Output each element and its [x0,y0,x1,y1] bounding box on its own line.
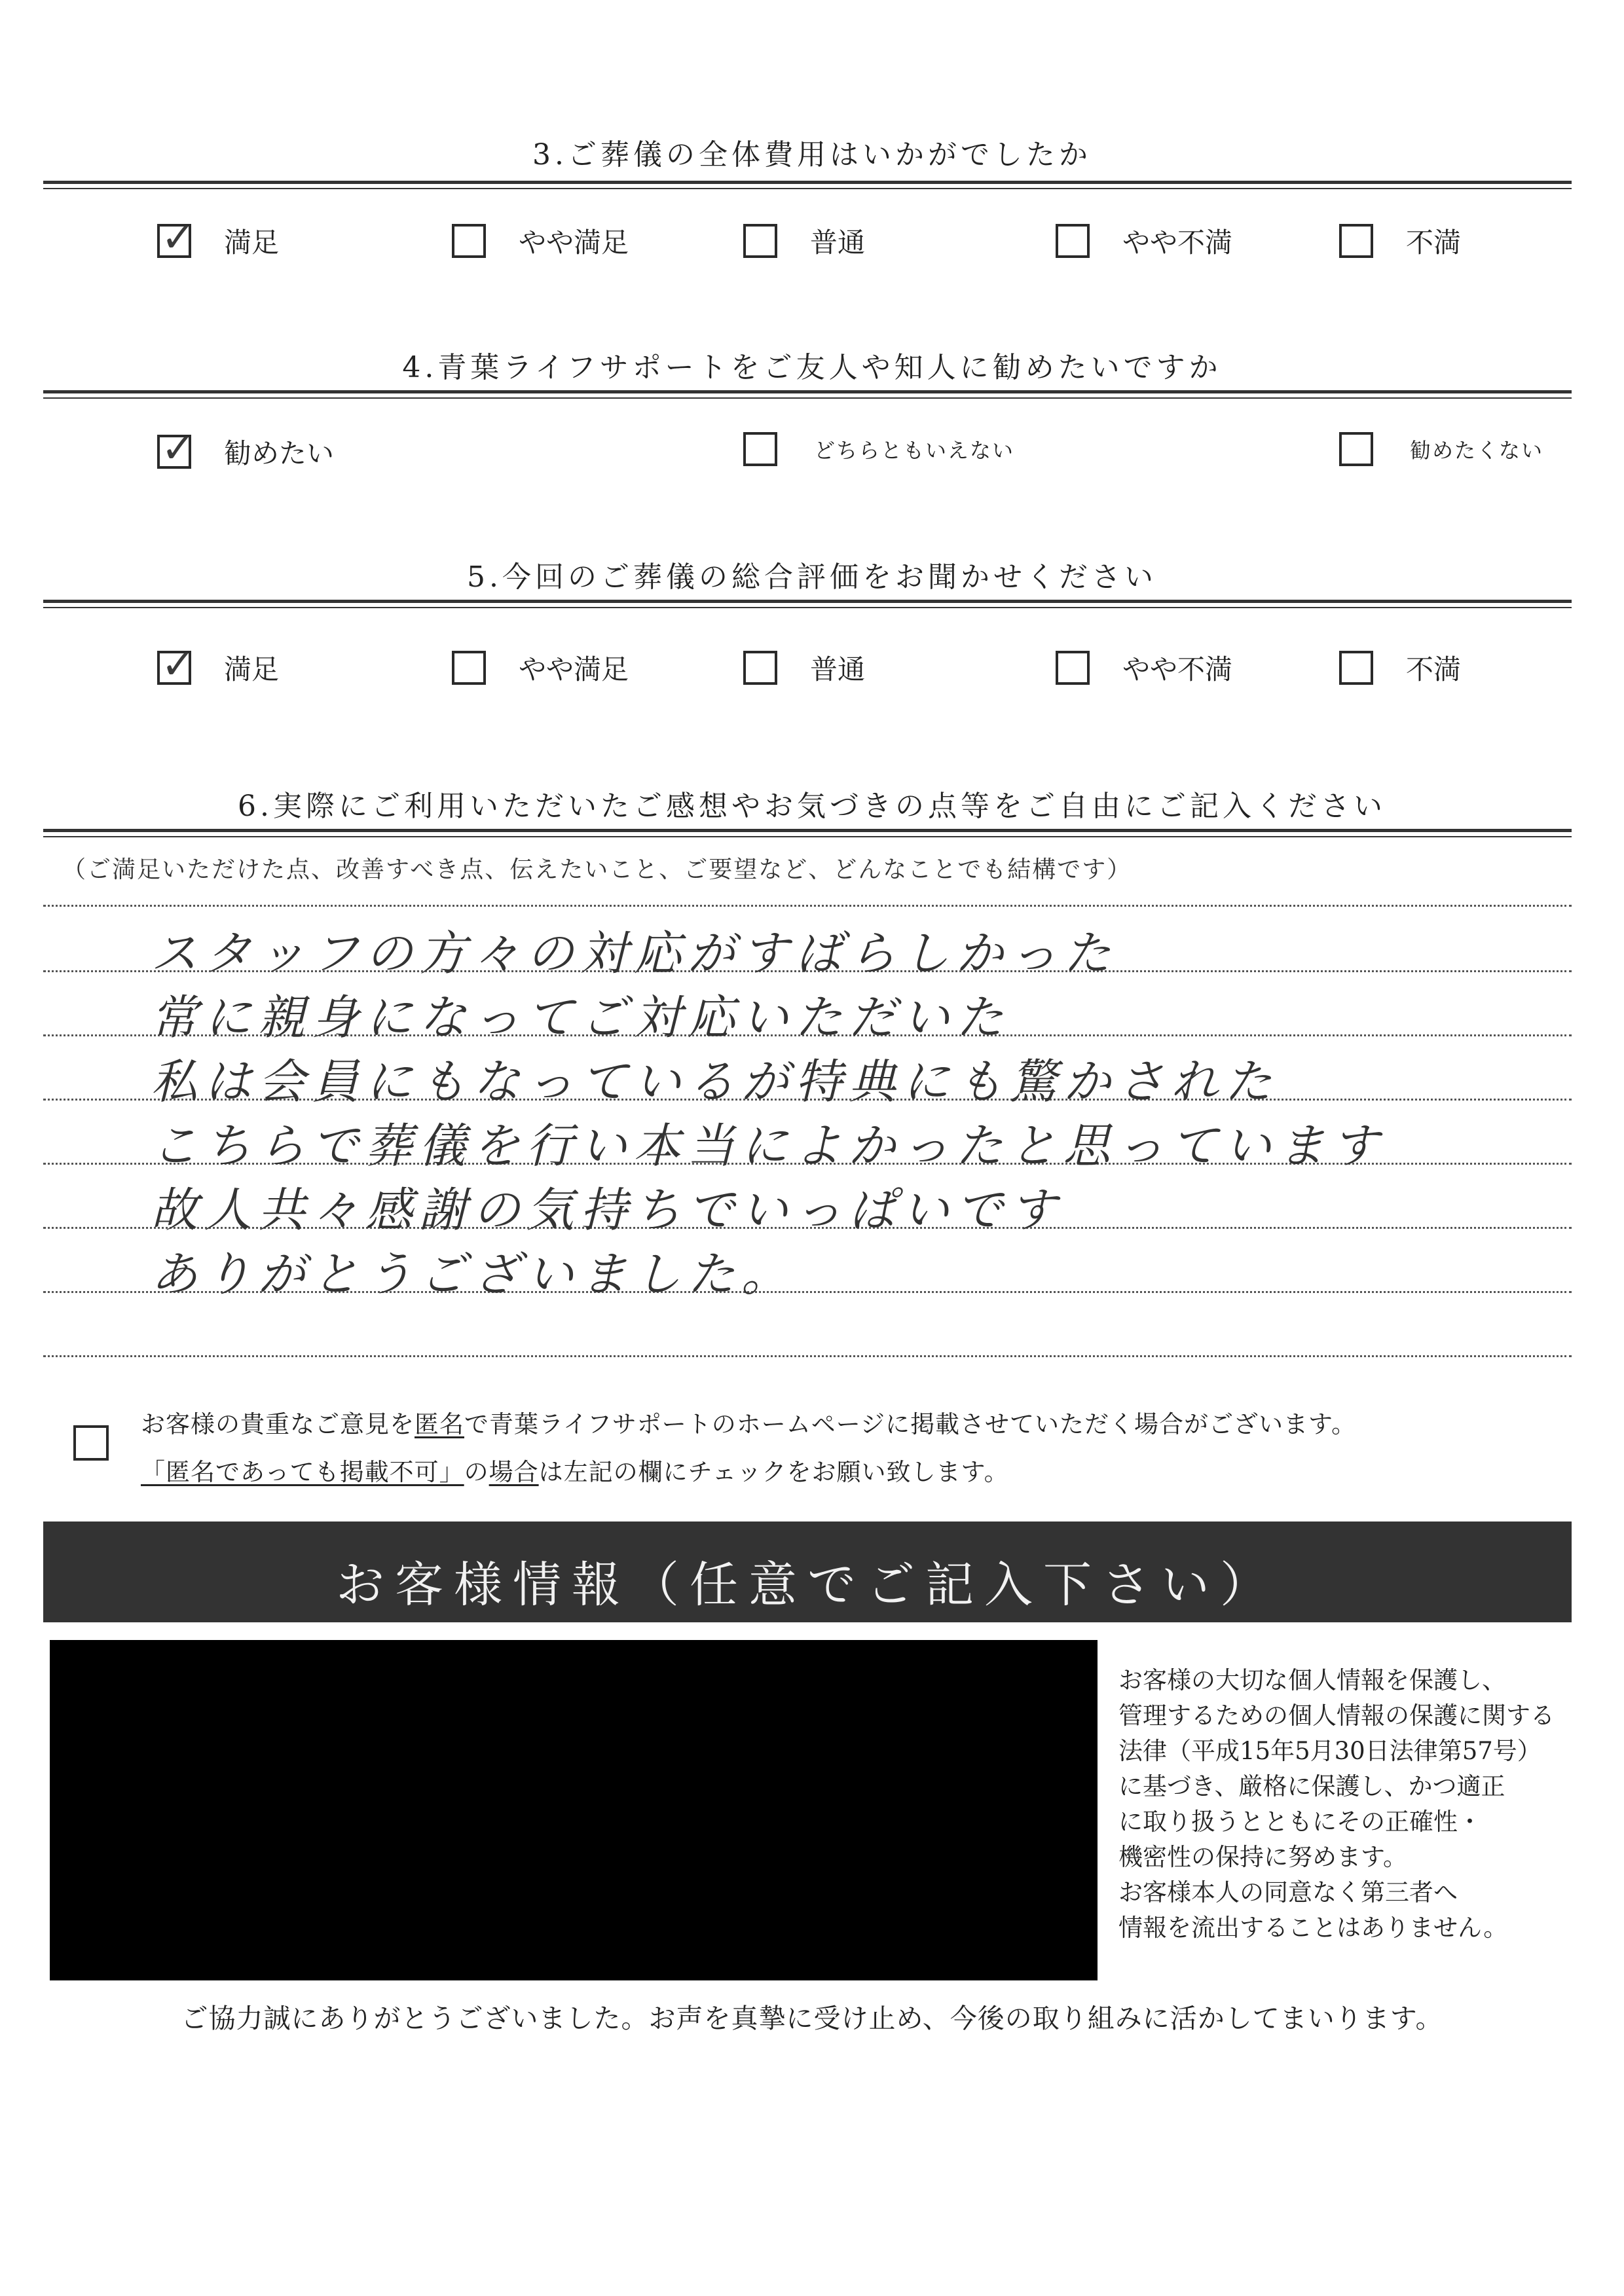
q5-option-somewhat-dissatisfied[interactable] [1056,648,1232,687]
handwritten-line: ありがとうございました。 [151,1247,796,1302]
divider [43,600,1572,603]
question-3-title: 3.ご葬儀の全体費用はいかがでしたか [532,138,1092,172]
checkbox[interactable] [1339,651,1373,685]
question-4-title: 4.青葉ライフサポートをご友人や知人に勧めたいですか [402,351,1222,384]
divider [43,829,1572,832]
check-mark-icon: ✓ [161,424,195,472]
option-label: 勧めたくない [1410,438,1544,463]
q4-option-recommend[interactable] [157,424,335,472]
option-label: 勧めたい [224,437,335,469]
privacy-line: 法律（平成15年5月30日法律第57号） [1118,1737,1541,1765]
checkbox[interactable] [157,213,195,261]
q3-option-satisfied[interactable] [157,213,280,261]
checkbox[interactable] [1056,224,1090,258]
check-mark-icon: ✓ [161,640,195,688]
option-label: やや不満 [1122,227,1233,259]
privacy-line: 管理するための個人情報の保護に関する [1118,1702,1555,1730]
privacy-line: 情報を流出することはありません。 [1118,1914,1508,1942]
consent-underlined-text: 「匿名であっても掲載不可」 [141,1458,464,1486]
consent-underlined-text: 匿名 [415,1410,464,1438]
redacted-customer-info [50,1640,1098,1980]
anonymous-opt-out-checkbox[interactable] [73,1425,109,1461]
divider [43,397,1572,399]
option-label: やや不満 [1122,653,1233,685]
privacy-line: お客様本人の同意なく第三者へ [1118,1878,1458,1906]
option-label: やや満足 [519,653,629,685]
privacy-notice [1118,1663,1555,1946]
divider [43,836,1572,837]
option-label: 満足 [224,653,280,685]
divider [43,607,1572,608]
checkbox[interactable] [1339,432,1373,466]
checkbox[interactable] [743,224,777,258]
checkbox[interactable] [452,224,486,258]
q5-option-normal[interactable] [743,648,865,687]
q5-option-dissatisfied[interactable] [1339,648,1461,687]
consent-text-line-2 [141,1452,1009,1487]
option-label: 普通 [810,653,866,685]
customer-info-banner [43,1522,1572,1622]
divider [43,188,1572,189]
checkbox[interactable] [1339,224,1373,258]
handwritten-line: 故人共々感謝の気持ちでいっぱいです [151,1182,1063,1237]
consent-text: は左記の欄にチェックをお願い致します。 [538,1458,1009,1486]
option-label: やや満足 [519,227,629,259]
q3-option-dissatisfied[interactable] [1339,221,1461,261]
q4-option-neutral[interactable] [743,432,1014,466]
question-6-title: 6.実際にご利用いただいたご感想やお気づきの点等をご自由にご記入ください [238,790,1386,823]
privacy-line: 機密性の保持に努めます。 [1118,1843,1408,1871]
check-mark-icon: ✓ [161,213,195,261]
consent-text: の [464,1458,489,1486]
checkbox[interactable] [157,424,195,472]
handwritten-line: こちらで葬儀を行い本当によかったと思っています [151,1118,1386,1173]
q3-option-somewhat-satisfied[interactable] [452,221,629,261]
consent-text-line-1 [141,1404,1356,1440]
thank-you-message: ご協力誠にありがとうございました。お声を真摯に受け止め、今後の取り組みに活かしてまいります。 [181,2003,1443,2034]
handwritten-line: スタッフの方々の対応がすばらしかった [151,926,1118,981]
privacy-line: に基づき、厳格に保護し、かつ適正 [1118,1772,1505,1800]
banner-title: お客様情報（任意でご記入下さい） [336,1557,1279,1613]
option-label: 満足 [224,227,280,259]
consent-underlined-text: 場合 [489,1458,539,1486]
option-label: 普通 [810,227,866,259]
checkbox[interactable] [743,432,777,466]
checkbox[interactable] [743,651,777,685]
consent-text: お客様の貴重なご意見を [141,1410,415,1438]
divider [43,390,1572,393]
consent-text: で青葉ライフサポートのホームページに掲載させていただく場合がございます。 [464,1410,1357,1438]
checkbox[interactable] [452,651,486,685]
handwritten-line: 私は会員にもなっているが特典にも驚かされた [151,1054,1279,1109]
option-label: 不満 [1406,227,1462,259]
q4-option-not-recommend[interactable] [1339,432,1543,466]
q5-option-somewhat-satisfied[interactable] [452,648,629,687]
q5-option-satisfied[interactable] [157,640,280,688]
privacy-line: に取り扱うとともにその正確性・ [1118,1808,1482,1836]
checkbox[interactable] [1056,651,1090,685]
handwritten-line: 常に親身になってご対応いただいた [151,990,1010,1045]
q3-option-somewhat-dissatisfied[interactable] [1056,221,1232,261]
q3-option-normal[interactable] [743,221,865,261]
privacy-line: お客様の大切な個人情報を保護し、 [1118,1666,1506,1694]
checkbox[interactable] [157,640,195,688]
writing-line [43,905,1572,907]
writing-line [43,1355,1572,1357]
question-5-title: 5.今回のご葬儀の総合評価をお聞かせください [467,560,1157,594]
divider [43,181,1572,184]
q6-note: （ご満足いただけた点、改善すべき点、伝えたいこと、ご要望など、どんなことでも結構です） [62,856,1132,883]
option-label: どちらともいえない [814,438,1015,463]
option-label: 不満 [1406,653,1462,685]
